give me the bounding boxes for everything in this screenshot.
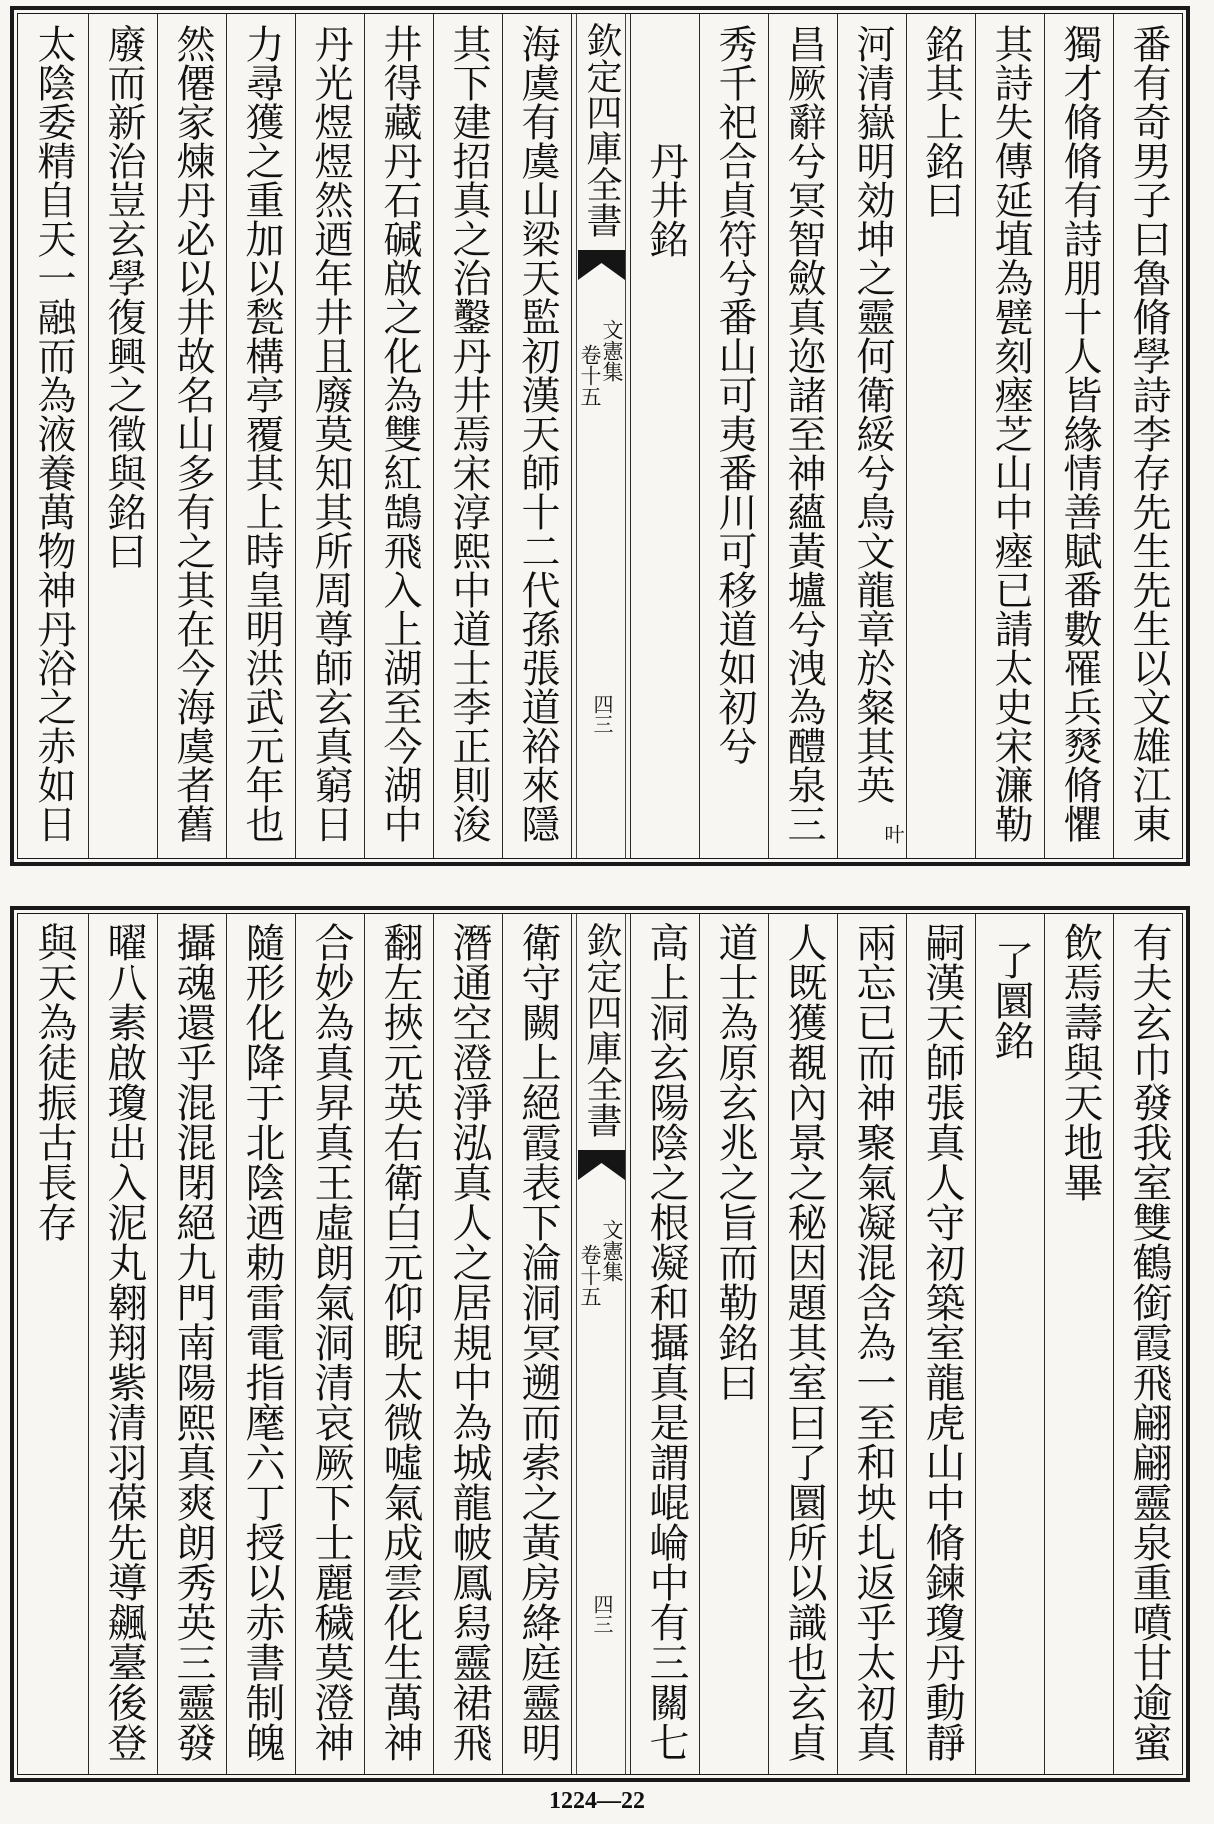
volume-label: 卷十五 [578,344,602,407]
fishtail-mark [578,1150,625,1184]
text-column: 獨才脩脩有詩朋十人皆緣情善賦番數罹兵燹脩懼 [1044,14,1113,858]
book-title: 文憲集 [600,1219,624,1282]
text-column: 井得藏丹石碱啟之化為雙紅鵠飛入上湖至今湖中 [364,14,433,858]
text-column: 力尋獲之重加以甃構亭覆其上時皇明洪武元年也 [226,14,295,858]
text-column: 翻左挾元英右衛白元仰睨太微噓氣成雲化生萬神 [364,914,433,1774]
volume-label: 卷十五 [578,1244,602,1307]
text-column: 其下建招真之治鑿丹井焉宋淳熙中道士李正則浚 [433,14,502,858]
text-column: 秀千祀合貞符兮番山可夷番川可移道如初兮 [699,14,768,858]
text-column: 攝魂還乎混混閉絕九門南陽熙真爽朗秀英三靈發 [157,914,226,1774]
text-column: 河清嶽明効坤之靈何衛綏兮鳥文龍章於粲其英 叶 [837,14,906,858]
text-column: 合妙為真昇真王虛朗氣洞清哀厥下士麗穢莫澄神 [295,914,364,1774]
collection-title: 欽定四庫全書 [581,22,622,238]
text-column: 其詩失傳延埴為甓刻瘞芝山中瘞已請太史宋濂勒 [975,14,1044,858]
fold-margin [571,14,630,858]
bottom-page [10,906,1190,1782]
text-column: 丹光煜煜然迺年井且廢莫知其所周尊師玄真窮日 [295,14,364,858]
text-column: 衛守闕上絕霞表下淪洞冥遡而索之黃房絳庭靈明 [502,914,571,1774]
section-heading-column: 丹井銘 [630,14,699,858]
text-column: 飲焉壽與天地畢 [1044,914,1113,1774]
leaf-number: 四三 [590,1594,614,1634]
leaf-number: 四三 [590,694,614,734]
text-column: 銘其上銘曰 [906,14,975,858]
rhyme-annotation: 叶 [881,824,905,844]
section-heading-column: 了圜銘 [975,914,1044,1774]
page-frame [17,913,1183,1775]
page-reference: 1224—22 [549,1788,645,1814]
book-title: 文憲集 [600,319,624,382]
text-column: 昌厥辭兮冥智斂真迩諸至神蘊黃壚兮洩為醴泉三 [768,14,837,858]
text-column: 兩忘已而神聚氣凝混含為一至和坱圠返乎太初真 [837,914,906,1774]
collection-title: 欽定四庫全書 [581,922,622,1138]
text-column: 然僊家煉丹必以井故名山多有之其在今海虞者舊 [157,14,226,858]
text-column: 高上洞玄陽陰之根凝和攝真是謂崐崘中有三關七 [630,914,699,1774]
text-column: 海虞有虞山梁天監初漢天師十二代孫張道裕來隱 [502,14,571,858]
top-page [10,6,1190,866]
text-column: 番有奇男子曰魯脩學詩李存先生先生以文雄江東 [1113,14,1182,858]
text-column: 嗣漢天師張真人守初築室龍虎山中脩鍊瓊丹動靜 [906,914,975,1774]
text-column: 有夫玄巾發我室雙鶴銜霞飛翩翩靈泉重噴甘逾蜜 [1113,914,1182,1774]
text-column: 廢而新治豈玄學復興之徵與銘曰 [88,14,157,858]
fold-margin [571,914,630,1774]
text-column: 潛通空澄淨泓真人之居規中為城龍帔鳳舄靈裙飛 [433,914,502,1774]
text-column: 人既獲覩內景之秘因題其室曰了圜所以識也玄貞 [768,914,837,1774]
text-column: 太陰委精自天一融而為液養萬物神丹浴之赤如日 [31,24,76,843]
text-column: 隨形化降于北陰迺勅雷電指麾六丁授以赤書制魄 [226,914,295,1774]
text-column: 與天為徒振古長存 [31,922,77,1242]
page-frame [17,13,1183,859]
fishtail-mark [578,250,625,284]
text-column: 道士為原玄兆之旨而勒銘曰 [699,914,768,1774]
text-column: 曜八素啟瓊出入泥丸翱翔紫清羽葆先導飆臺後登 [88,914,157,1774]
